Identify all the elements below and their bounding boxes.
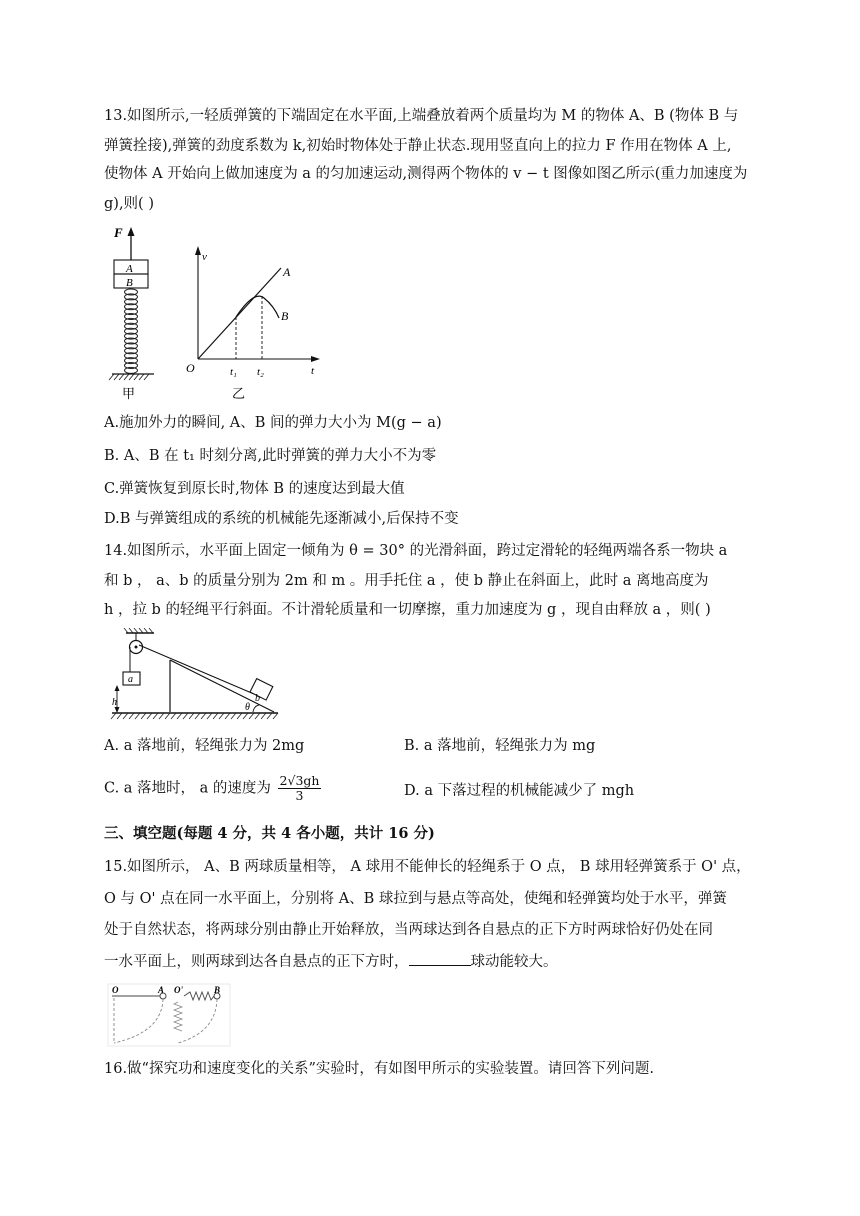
q14-height-label: h	[112, 697, 117, 708]
q13-origin-label: O	[186, 361, 195, 375]
q13-caption-yi: 乙	[232, 386, 246, 401]
q14-line-3: h ，拉 b 的轻绳平行斜面。不计滑轮质量和一切摩擦，重力加速度为 g ，现自由释放 a ，则( )	[104, 602, 711, 618]
q14-figure-incline	[104, 628, 284, 723]
q14-option-b: B. a 落地前，轻绳张力为 mg	[404, 738, 596, 754]
q14-angle-label: θ	[245, 702, 250, 713]
q14-option-c	[104, 774, 321, 803]
q13-line-3: 使物体 A 开始向上做加速度为 a 的匀加速运动,测得两个物体的 v − t 图像如图乙所示(重力加速度为	[104, 166, 748, 182]
q13-force-label: F	[114, 225, 123, 240]
q13-option-b: B. A、B 在 t₁ 时刻分离,此时弹簧的弹力大小不为零	[104, 448, 437, 464]
q13-block-a-label: A	[126, 263, 133, 275]
q13-figure-yi	[186, 222, 331, 407]
q13-block-b-label: B	[126, 277, 133, 289]
q13-curve-a-label: A	[283, 265, 291, 279]
q13-t2-label: t₂	[257, 366, 264, 378]
q13-option-a: A.施加外力的瞬间, A、B 间的弹力大小为 M(g − a)	[104, 415, 442, 431]
q14-line-1: 14.如图所示，水平面上固定一倾角为 θ = 30° 的光滑斜面，跨过定滑轮的轻绳两端各系一物块 a	[104, 543, 728, 559]
q15-a-label: A	[158, 985, 165, 995]
q13-option-c: C.弹簧恢复到原长时,物体 B 的速度达到最大值	[104, 481, 405, 497]
q14-option-c-text: C. a 落地时， a 的速度为	[104, 780, 271, 797]
q13-curve-b-label: B	[281, 309, 289, 323]
q14-block-b-label: b	[255, 693, 260, 704]
q15-line-2: O 与 O' 点在同一水平面上，分别将 A、B 球拉到与悬点等高处，使绳和轻弹簧均处于水平，弹簧	[104, 891, 727, 907]
q14-option-d: D. a 下落过程的机械能减少了 mgh	[404, 783, 635, 799]
q13-line-1: 13.如图所示,一轻质弹簧的下端固定在水平面,上端叠放着两个质量均为 M 的物体 A、B (物体 B 与	[104, 108, 739, 124]
q13-t1-label: t₁	[230, 366, 237, 378]
q13-line-2: 弹簧拴接),弹簧的劲度系数为 k,初始时物体处于静止状态.现用竖直向上的拉力 F 作用在物体 A 上,	[104, 138, 732, 154]
section-3-heading: 三、填空题(每题 4 分，共 4 各小题，共计 16 分)	[104, 825, 435, 842]
q15-o-prime-label: O'	[174, 985, 183, 995]
q15-o-label: O	[112, 985, 119, 995]
q15-line-3: 处于自然状态，将两球分别由静止开始释放，当两球达到各自悬点的正下方时两球恰好仍处在同	[104, 922, 713, 938]
q15-answer-blank[interactable]	[409, 951, 471, 966]
q15-figure-pendulums	[104, 982, 234, 1047]
q13-caption-jia: 甲	[122, 386, 136, 401]
q14-block-a-label: a	[128, 674, 133, 685]
q16-line-1: 16.做“探究功和速度变化的关系”实验时，有如图甲所示的实验装置。请回答下列问题.	[104, 1061, 654, 1077]
q14-line-2: 和 b ， a、b 的质量分别为 2m 和 m 。用手托住 a ，使 b 静止在斜面上，此时 a 离地高度为	[104, 573, 709, 589]
q14-option-c-fraction	[278, 774, 322, 803]
q13-figure-jia	[104, 222, 174, 407]
q13-v-axis-label: v	[202, 251, 207, 263]
q13-line-a	[198, 268, 281, 359]
q15-line-4-suffix: 球动能较大。	[470, 954, 558, 970]
q15-line-4-text: 一水平面上，则两球到达各自悬点的正下方时，	[104, 954, 409, 970]
q13-option-d: D.B 与弹簧组成的系统的机械能先逐渐减小,后保持不变	[104, 511, 459, 527]
q13-curve-b	[236, 296, 279, 318]
q13-t-axis-label: t	[311, 365, 315, 377]
q14-option-a: A. a 落地前，轻绳张力为 2mg	[104, 738, 305, 754]
q14-option-c-numerator: 2√3gh	[279, 773, 320, 788]
q15-line-1: 15.如图所示， A、B 两球质量相等， A 球用不能伸长的轻绳系于 O 点， B 球用轻弹簧系于 O' 点，	[104, 859, 751, 875]
q13-line-4: g),则( )	[104, 196, 154, 212]
q15-line-4	[104, 950, 764, 975]
q14-option-c-denominator: 3	[295, 788, 304, 803]
q15-b-label: B	[214, 985, 221, 995]
